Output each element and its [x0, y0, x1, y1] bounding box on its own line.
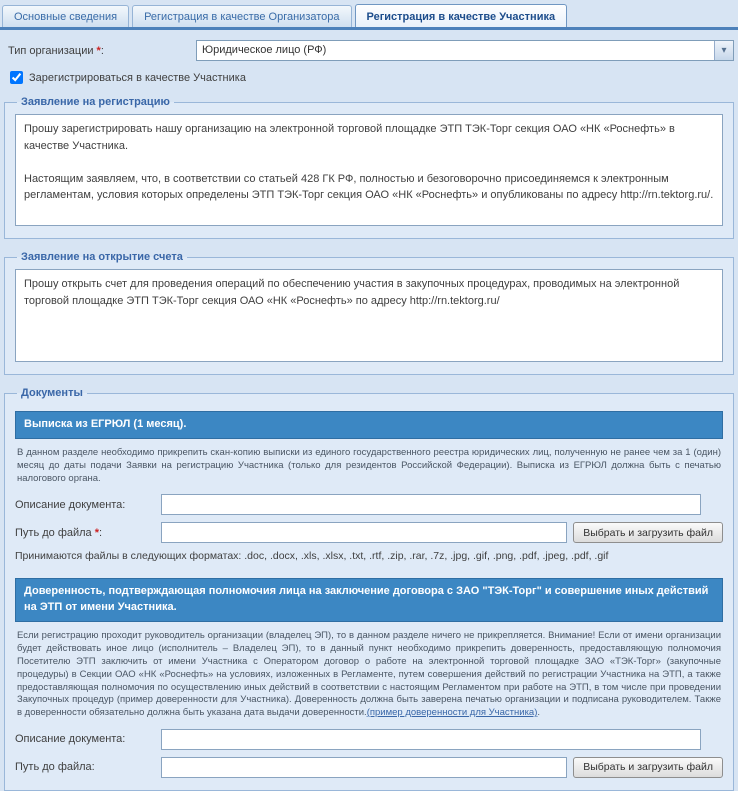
- register-as-participant-row: [0, 61, 738, 84]
- poa-path-label: Путь до файла:: [15, 761, 95, 774]
- account-statement-legend: Заявление на открытие счета: [21, 251, 183, 263]
- register-as-participant-label: Зарегистрироваться в качестве Участника: [29, 71, 246, 84]
- power-of-attorney-example-link[interactable]: (пример доверенности для Участника): [366, 707, 538, 719]
- registration-statement-legend: Заявление на регистрацию: [21, 96, 170, 108]
- tab-bar: [0, 0, 738, 30]
- org-type-colon: :: [100, 44, 104, 57]
- chevron-down-icon[interactable]: ▾: [714, 41, 733, 60]
- registration-statement-section: [4, 96, 734, 239]
- egrul-description-input[interactable]: [161, 494, 701, 515]
- tab-participant-registration[interactable]: Регистрация в качестве Участника: [355, 4, 568, 27]
- tab-organizer-registration[interactable]: Регистрация в качестве Организатора: [132, 5, 351, 27]
- egrul-path-label: [15, 527, 161, 539]
- documents-section: [4, 387, 734, 791]
- egrul-document-description: В данном разделе необходимо прикрепить скан-копию выписки из единого государственного реестра юридических лиц, полученную не ранее чем за 1 (один) месяц до даты подачи Заявки на регистрацию Участника (только для резидентов Российской Федерации). Выписка из ЕГРЮЛ должна быть с печатью налогового органа.: [17, 446, 721, 484]
- org-type-row: [0, 30, 738, 61]
- poa-description-input[interactable]: [161, 729, 701, 750]
- egrul-description-row: [15, 494, 723, 515]
- egrul-file-path-row: [15, 522, 723, 543]
- power-of-attorney-description-text: Если регистрацию проходит руководитель организации (владелец ЭП), то в данном разделе ничего не прикрепляется. Внимание! Если от имени организации будет действовать иное лицо (исполнитель – Владелец ЭП), то в данный пункт необходимо прикрепить доверенность, предоставляющую полномочия Посетителю ЭТП заключить от имени Участника с Оператором договор о работе на электронной торговой площадке ЗАО «ТЭК-Торг» (закупочные процедуры) в Секции ОАО «НК «Роснефть» на условиях, изложенных в Регламенте, путем совершения действий по регистрации Участника на ЭТП, а также предоставляющая полномочия по осуществлению иных действий в соответствии с настоящим Регламентом при работе на ЭТП, в том числе при проведении Закупочных процедур (пример доверенности для Участника). Доверенность должна быть заверена печатью организации и подписана руководителем. Также в доверенности обязательно должна быть указана дата выдачи доверенности.: [17, 630, 721, 719]
- org-type-label-text: Тип организации: [8, 44, 97, 57]
- documents-legend: Документы: [21, 387, 83, 399]
- account-statement-textarea[interactable]: [15, 269, 723, 362]
- poa-file-path-row: [15, 757, 723, 778]
- power-of-attorney-header: Доверенность, подтверждающая полномочия лица на заключение договора с ЗАО "ТЭК-Торг" и совершение иных действий на ЭТП от имени Участника.: [15, 578, 723, 622]
- poa-file-path-input[interactable]: [161, 757, 567, 778]
- egrul-path-colon: :: [99, 526, 103, 539]
- egrul-file-path-input[interactable]: [161, 522, 567, 543]
- org-type-label: [8, 45, 196, 57]
- register-as-participant-checkbox[interactable]: [10, 71, 23, 84]
- registration-statement-textarea[interactable]: [15, 114, 723, 226]
- poa-description-row: [15, 729, 723, 750]
- egrul-path-label-text: Путь до файла: [15, 526, 95, 539]
- org-type-selected-value: Юридическое лицо (РФ): [202, 44, 327, 56]
- tab-main-info[interactable]: Основные сведения: [2, 5, 129, 27]
- poa-upload-button[interactable]: Выбрать и загрузить файл: [573, 757, 723, 778]
- power-of-attorney-description-period: .: [537, 707, 541, 719]
- accepted-formats-note: Принимаются файлы в следующих форматах: .doc, .docx, .xls, .xlsx, .txt, .rtf, .zip, .rar, .7z, .jpg, .gif, .png, .pdf, .jpeg, .pdf, .gif: [15, 550, 609, 563]
- org-type-select[interactable]: [196, 40, 734, 61]
- required-asterisk: *: [94, 526, 100, 539]
- egrul-upload-button[interactable]: Выбрать и загрузить файл: [573, 522, 723, 543]
- required-asterisk: *: [96, 44, 101, 57]
- egrul-document-header: Выписка из ЕГРЮЛ (1 месяц).: [15, 411, 723, 439]
- power-of-attorney-description: [15, 622, 723, 722]
- account-statement-section: [4, 251, 734, 375]
- egrul-description-label: Описание документа:: [15, 498, 126, 511]
- poa-description-label: Описание документа:: [15, 733, 126, 746]
